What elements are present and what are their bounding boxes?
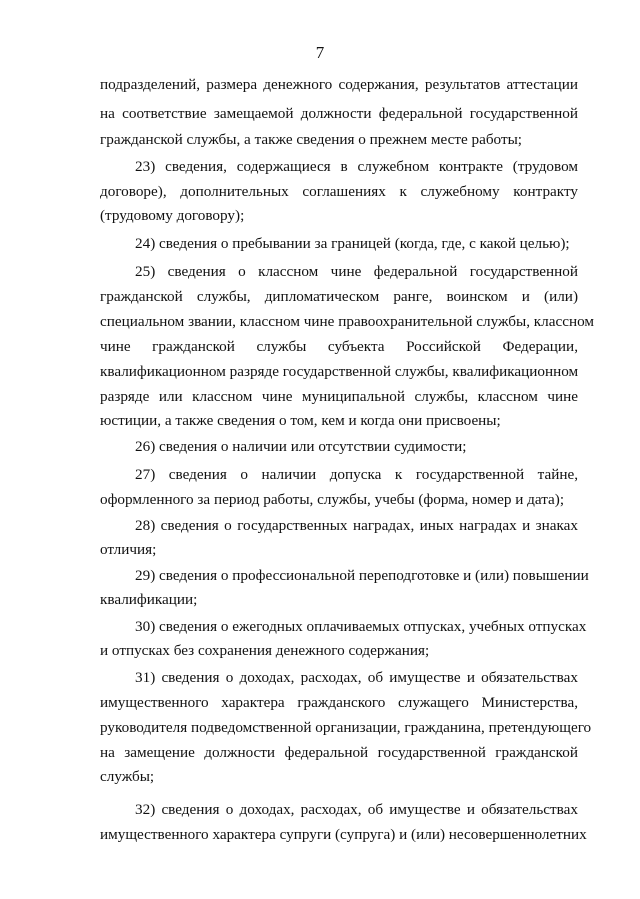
text-line: специальном звании, классном чине правоохранительной службы, классном: [100, 313, 595, 330]
text-line: имущественного характера супруги (супруга) и (или) несовершеннолетних: [100, 826, 587, 843]
text-line: 27) сведения о наличии допуска к государственной тайне,: [135, 466, 578, 483]
text-line: на соответствие замещаемой должности федеральной государственной: [100, 105, 578, 122]
text-line: и отпусках без сохранения денежного содержания;: [100, 642, 430, 659]
text-line: на замещение должности федеральной государственной гражданской: [100, 744, 578, 761]
text-line: 23) сведения, содержащиеся в служебном контракте (трудовом: [135, 158, 578, 175]
text-line: руководителя подведомственной организации, гражданина, претендующего: [100, 719, 592, 736]
text-line: имущественного характера гражданского служащего Министерства,: [100, 694, 578, 711]
text-line: 24) сведения о пребывании за границей (когда, где, с какой целью);: [135, 235, 570, 252]
text-line: оформленного за период работы, службы, учебы (форма, номер и дата);: [100, 491, 565, 508]
text-line: (трудовому договору);: [100, 207, 245, 224]
text-line: договоре), дополнительных соглашениях к служебному контракту: [100, 183, 578, 200]
text-line: юстиции, а также сведения о том, кем и когда они присвоены;: [100, 412, 501, 429]
text-line: 31) сведения о доходах, расходах, об имуществе и обязательствах: [135, 669, 578, 686]
text-line: 29) сведения о профессиональной переподготовке и (или) повышении: [135, 567, 589, 584]
text-line: подразделений, размера денежного содержания, результатов аттестации: [100, 76, 578, 93]
text-line: 28) сведения о государственных наградах, иных наградах и знаках: [135, 517, 578, 534]
text-line: разряде или классном чине муниципальной службы, классном чине: [100, 388, 578, 405]
text-line: 26) сведения о наличии или отсутствии судимости;: [135, 438, 467, 455]
text-line: службы;: [100, 768, 155, 785]
text-line: 32) сведения о доходах, расходах, об имуществе и обязательствах: [135, 801, 578, 818]
text-line: квалификационном разряде государственной службы, квалификационном: [100, 363, 579, 380]
text-line: 25) сведения о классном чине федеральной государственной: [135, 263, 578, 280]
page-number: 7: [315, 43, 325, 62]
text-line: квалификации;: [100, 591, 198, 608]
text-line: гражданской службы, а также сведения о прежнем месте работы;: [100, 131, 523, 148]
text-line: гражданской службы, дипломатическом ранге, воинском и (или): [100, 288, 578, 305]
text-line: чине гражданской службы субъекта Российской Федерации,: [100, 338, 578, 355]
text-line: отличия;: [100, 541, 157, 558]
text-line: 30) сведения о ежегодных оплачиваемых отпусках, учебных отпусках: [135, 618, 587, 635]
